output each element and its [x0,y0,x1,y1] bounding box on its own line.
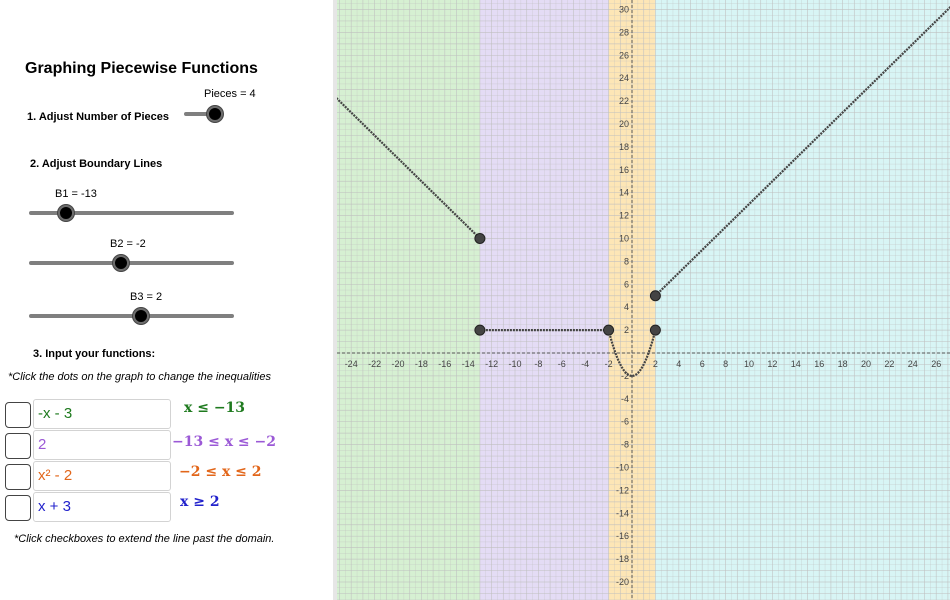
x-tick-label: -4 [581,359,590,369]
y-tick-label: 8 [623,256,629,267]
endpoint-piece-3-right[interactable] [650,325,660,335]
b2-slider-track[interactable] [29,261,234,265]
y-tick-label: 12 [618,210,629,221]
x-tick-label: -18 [414,359,428,369]
y-tick-label: 26 [618,50,629,61]
y-tick-label: 30 [618,4,629,15]
pieces-value-label: Pieces = 4 [204,88,256,100]
condition-2[interactable]: −13 ≤ x ≤ −2 [172,434,276,450]
y-tick-label: -10 [615,462,629,473]
inequality-hint: *Click the dots on the graph to change the inequalities [8,371,271,383]
page-title: Graphing Piecewise Functions [25,60,258,77]
b3-slider-track[interactable] [29,314,234,318]
function-3-expression: x² - 2 [38,467,73,484]
checkbox-hint: *Click checkboxes to extend the line past the domain. [14,533,275,545]
condition-4[interactable]: x ≥ 2 [180,494,220,510]
y-tick-label: -6 [620,416,629,427]
y-tick-label: 28 [618,27,629,38]
extend-checkbox-4[interactable] [5,495,31,521]
function-input-4[interactable] [33,492,171,522]
y-tick-label: 14 [618,187,629,198]
y-tick-label: 20 [618,119,629,129]
endpoint-piece-1[interactable] [475,234,485,244]
x-tick-label: 8 [723,359,729,369]
graph-view[interactable] [337,0,950,600]
y-tick-label: 24 [618,73,629,84]
x-tick-label: 14 [790,359,801,369]
y-tick-label: -8 [620,439,629,450]
x-tick-label: -12 [485,359,499,369]
step1-label: 1. Adjust Number of Pieces [27,111,170,123]
x-tick-label: 18 [837,359,848,369]
function-1-expression: -x - 3 [38,405,73,422]
x-tick-label: 22 [884,359,895,369]
b3-value-label: B3 = 2 [130,291,163,303]
x-tick-label: 12 [767,359,778,369]
y-tick-label: 2 [623,325,629,336]
x-tick-label: 6 [699,359,705,369]
endpoint-piece-4[interactable] [650,291,660,301]
b1-value-label: B1 = -13 [55,188,97,200]
endpoint-piece-2-left[interactable] [475,325,485,335]
y-tick-label: 10 [618,233,629,244]
y-tick-label: 16 [618,164,629,175]
extend-checkbox-3[interactable] [5,464,31,490]
y-tick-label: -12 [615,485,629,496]
y-tick-label: -4 [620,393,629,404]
x-tick-label: 24 [907,359,918,369]
step2-label: 2. Adjust Boundary Lines [30,158,163,170]
x-tick-label: -22 [368,359,382,369]
x-tick-label: 20 [860,359,872,369]
x-tick-label: 26 [931,359,942,369]
x-tick-label: -20 [391,359,405,369]
b2-value-label: B2 = -2 [110,238,146,250]
x-tick-label: -2 [604,359,613,369]
x-tick-label: -6 [557,359,566,369]
control-panel [0,0,333,600]
y-tick-label: 18 [618,141,629,152]
function-input-2[interactable] [33,430,171,460]
condition-3[interactable]: −2 ≤ x ≤ 2 [179,464,262,480]
function-input-1[interactable] [33,399,171,429]
y-tick-label: 4 [623,302,629,313]
x-tick-label: -10 [508,359,522,369]
y-tick-label: 6 [623,279,629,290]
extend-checkbox-1[interactable] [5,402,31,428]
function-input-3[interactable] [33,461,171,491]
y-tick-label: -20 [615,577,629,587]
y-tick-label: 22 [618,96,629,107]
x-tick-label: 10 [743,359,755,369]
x-tick-label: 2 [652,359,658,369]
y-tick-label: -16 [615,531,629,542]
function-2-expression: 2 [38,436,47,453]
x-tick-label: -8 [534,359,543,369]
x-tick-label: -24 [344,359,358,369]
step3-label: 3. Input your functions: [33,348,156,360]
x-tick-label: 4 [676,359,682,369]
y-tick-label: -14 [615,508,629,519]
x-tick-label: -16 [438,359,452,369]
b1-slider-handle[interactable] [58,205,74,221]
y-tick-label: -18 [615,554,629,565]
x-tick-label: -14 [461,359,475,369]
pieces-slider-handle[interactable] [207,106,223,122]
condition-1[interactable]: x ≤ −13 [184,400,246,416]
x-tick-label: 16 [814,359,825,369]
extend-checkbox-2[interactable] [5,433,31,459]
b3-slider-handle[interactable] [133,308,149,324]
endpoint-piece-2-right[interactable] [604,325,614,335]
function-4-expression: x + 3 [38,498,71,515]
b2-slider-handle[interactable] [113,255,129,271]
y-tick-label: -2 [620,370,629,381]
